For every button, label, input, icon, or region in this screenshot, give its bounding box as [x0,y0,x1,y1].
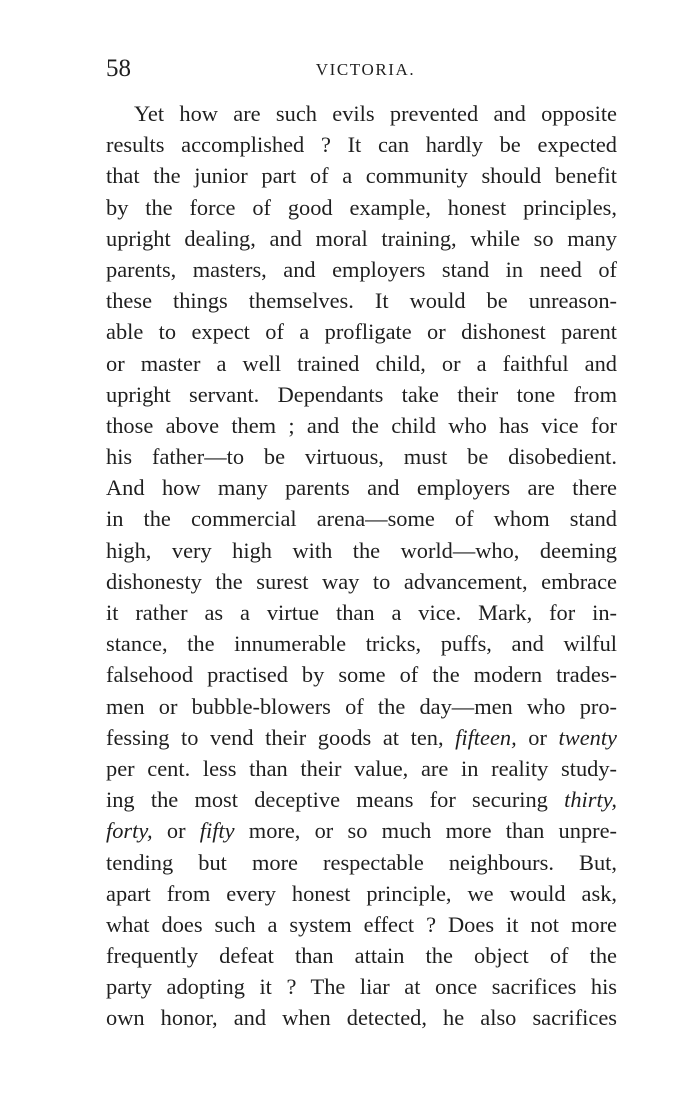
text-line: able to expect of a profligate or dishonest parent [106,319,617,345]
text-line: those above them ; and the child who has vice for [106,412,617,438]
text-line: dishonesty the surest way to advancement, embrace [106,568,617,594]
text-line: it rather as a virtue than a vice. Mark, for in- [106,600,617,625]
text-line: parents, masters, and employers stand in need of [106,256,617,282]
italic-word: forty, [106,818,153,844]
body-text [106,98,617,1034]
text-line: Yet how are such evils prevented and opposite [134,101,617,126]
text-run: or [152,818,200,844]
text-line: falsehood practised by some of the modern trades- [106,662,617,688]
italic-word: fifty [199,818,235,844]
running-title: VICTORIA. [315,60,416,79]
text-line: per cent. less than their value, are in reality study- [106,755,617,781]
text-run: ing the most deceptive means for securing [106,787,565,813]
text-line: his father—to be virtuous, must be disobedient. [106,444,617,470]
text-line: what does such a system effect ? Does it not more [106,911,617,937]
page-number: 58 [106,55,131,82]
text-line: that the junior part of a community should benefit [106,163,617,189]
text-line: by the force of good example, honest principles, [106,194,617,220]
text-line: upright dealing, and moral training, while so many [106,225,617,251]
text-line [106,722,617,753]
text-line: men or bubble-blowers of the day—men who pro- [106,693,617,719]
text-line: And how many parents and employers are there [106,475,617,501]
text-run: or [516,724,559,750]
text-line: own honor, and when detected, he also sacrifices [106,1005,617,1031]
text-run: fessing to vend their goods at ten, [106,724,456,750]
italic-word: twenty [558,724,617,750]
text-line [106,784,617,815]
text-line: party adopting it ? The liar at once sacrifices his [106,974,617,1000]
text-line: these things themselves. It would be unreason- [106,288,617,314]
text-line: in the commercial arena—some of whom stand [106,506,617,532]
text-line: frequently defeat than attain the object of the [106,943,617,969]
text-line: upright servant. Dependants take their tone from [106,381,617,407]
text-line: tending but more respectable neighbours. But, [106,849,617,875]
text-run: more, or so much more than unpre- [234,818,617,844]
text-line: stance, the innumerable tricks, puffs, and wilful [106,631,617,657]
italic-word: fifteen, [455,724,517,750]
italic-word: thirty, [564,787,617,813]
text-line: high, very high with the world—who, deeming [106,537,617,563]
text-line: or master a well trained child, or a faithful and [106,350,617,376]
text-line: results accomplished ? It can hardly be expected [106,132,617,158]
page-header [106,52,617,86]
text-line: apart from every honest principle, we would ask, [106,880,617,906]
text-line [106,815,617,846]
